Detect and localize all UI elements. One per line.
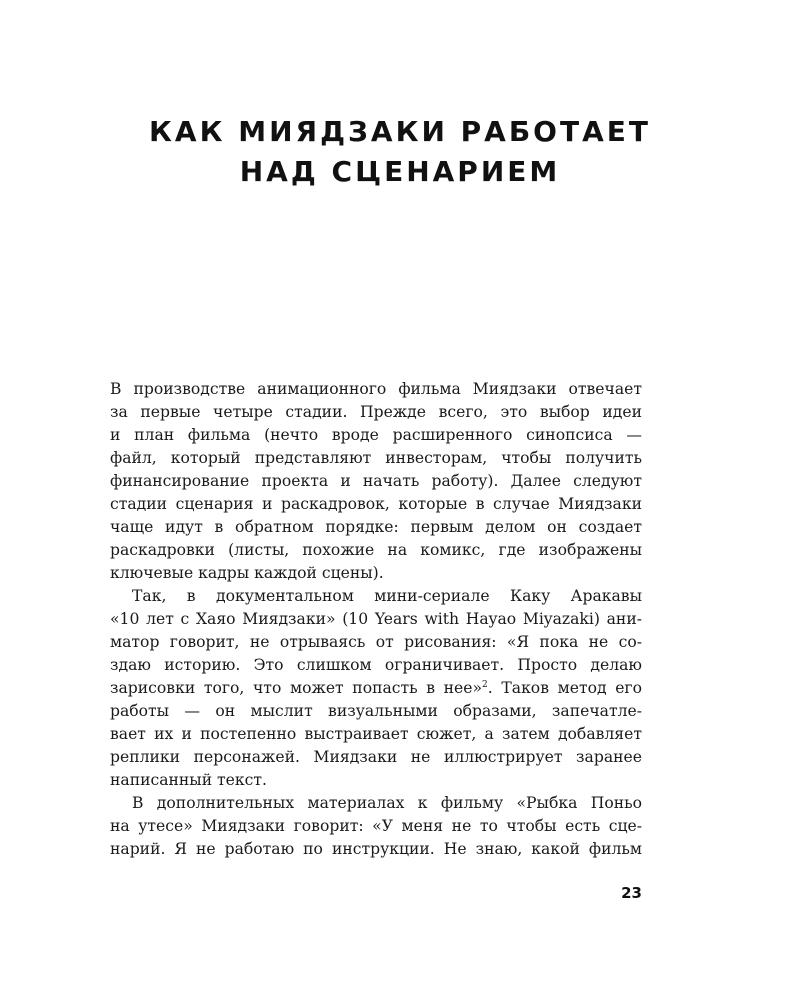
- body-text: [110, 378, 642, 861]
- text-line: финансирование проекта и начать работу). Далее следуют: [110, 472, 642, 490]
- footnote-marker[interactable]: 2: [482, 680, 488, 690]
- text-line: работы — он мыслит визуальными образами, запечатле-: [110, 702, 642, 720]
- paragraph-1: [110, 378, 642, 585]
- chapter-title: [0, 112, 800, 192]
- text-line: чаще идут в обратном порядке: первым делом он создает: [110, 518, 642, 536]
- page-number: 23: [621, 884, 642, 902]
- text-line: реплики персонажей. Миядзаки не иллюстрирует заранее: [110, 748, 642, 766]
- text-line: Так, в документальном мини-сериале Каку Аракавы: [132, 587, 642, 605]
- text-line: В производстве анимационного фильма Миядзаки отвечает: [110, 380, 642, 398]
- text-line: матор говорит, не отрываясь от рисования: «Я пока не со-: [110, 633, 642, 651]
- paragraph-3: [110, 792, 642, 861]
- chapter-title-line-1: КАК МИЯДЗАКИ РАБОТАЕТ: [149, 115, 651, 148]
- text-line-with-footnote: [110, 677, 642, 700]
- text-line: за первые четыре стадии. Прежде всего, это выбор идеи: [110, 403, 642, 421]
- text-line: написанный текст.: [110, 771, 267, 789]
- text-line: и план фильма (нечто вроде расширенного синопсиса —: [110, 426, 642, 444]
- text-line: файл, который представляют инвесторам, чтобы получить: [110, 449, 642, 467]
- text-segment: зарисовки того, что может попасть в нее»: [110, 679, 483, 697]
- paragraph-2: [110, 585, 642, 792]
- text-line: раскадровки (листы, похожие на комикс, где изображены: [110, 541, 642, 559]
- text-line: нарий. Я не работаю по инструкции. Не знаю, какой фильм: [110, 840, 642, 858]
- chapter-title-line-2: НАД СЦЕНАРИЕМ: [239, 155, 561, 188]
- text-line: вает их и постепенно выстраивает сюжет, а затем добавляет: [110, 725, 642, 743]
- text-line: «10 лет с Хаяо Миядзаки» (10 Years with Hayao Miyazaki) ани-: [110, 610, 642, 628]
- text-line: ключевые кадры каждой сцены).: [110, 564, 384, 582]
- text-line: на утесе» Миядзаки говорит: «У меня не то чтобы есть сце-: [110, 817, 642, 835]
- text-line: В дополнительных материалах к фильму «Рыбка Поньо: [132, 794, 642, 812]
- text-line: стадии сценария и раскадровок, которые в случае Миядзаки: [110, 495, 642, 513]
- text-line: здаю историю. Это слишком ограничивает. Просто делаю: [110, 656, 642, 674]
- text-segment: . Таков метод его: [487, 679, 642, 697]
